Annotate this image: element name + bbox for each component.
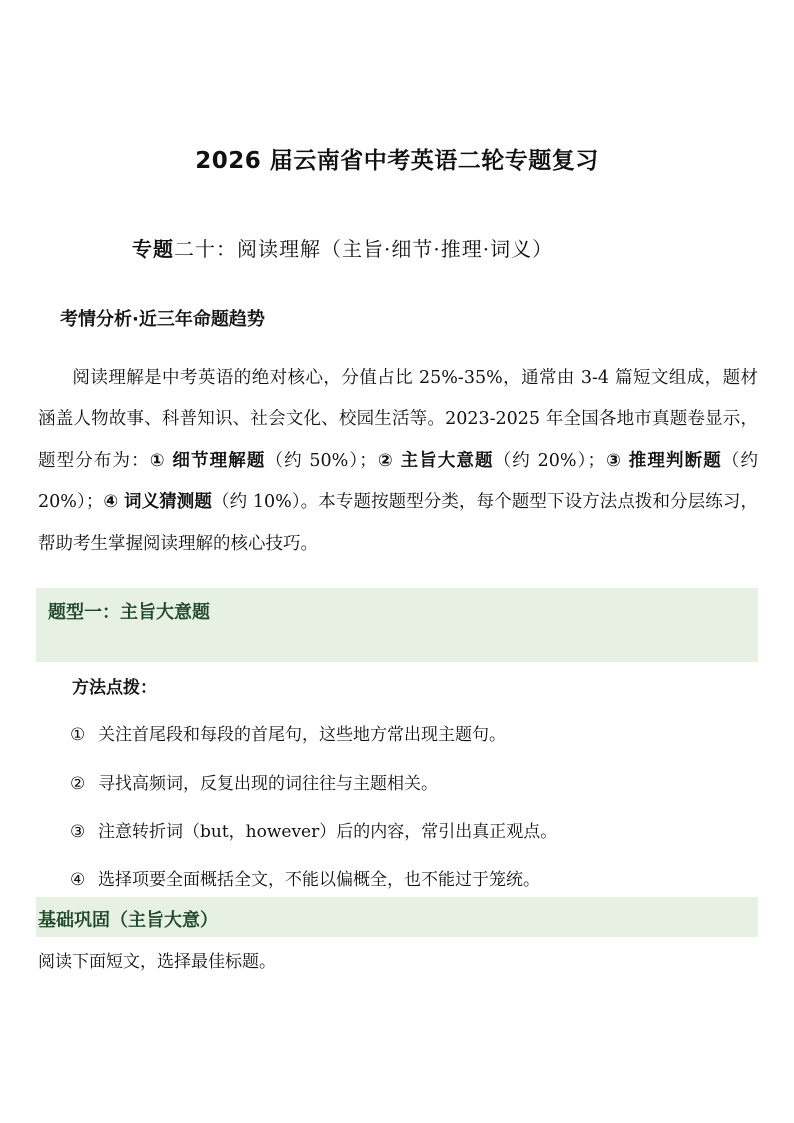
type1-name: 细节理解题 xyxy=(172,450,266,471)
analysis-paragraph xyxy=(38,316,758,565)
method-tip xyxy=(70,720,506,745)
basic-label: 基础巩固（主旨大意） xyxy=(38,910,218,931)
type4-pct: （约 10%）。 xyxy=(211,492,319,512)
subtitle-rest: 二十：阅读理解（主旨·细节·推理·词义） xyxy=(174,237,554,261)
type2-pct: （约 20%）； xyxy=(493,450,605,471)
subtitle-strong: 专题 xyxy=(132,237,174,261)
tip-number: ② xyxy=(70,774,86,794)
method-tip xyxy=(70,769,438,794)
tip-number: ④ xyxy=(70,870,86,890)
tip-text: 选择项要全面概括全文，不能以偏概全，也不能过于笼统。 xyxy=(98,870,540,890)
analysis-text-1: 阅读理解是中考英语的绝对核心，分值占比 25%-35%，通常由 3-4 篇短文组成，题材涵盖人物故事、科普知识、社会文化、校园生活等。2023-2025 年全国各地市真题卷显示，题型分布为： xyxy=(38,367,758,471)
reading-instruction: 阅读下面短文，选择最佳标题。 xyxy=(38,952,276,972)
tip-text: 关注首尾段和每段的首尾句，这些地方常出现主题句。 xyxy=(98,725,506,745)
type2-name: 主旨大意题 xyxy=(400,450,494,471)
method-heading: 方法点拨： xyxy=(72,678,157,698)
tip-number: ③ xyxy=(70,822,86,842)
type4-name: 词义猜测题 xyxy=(124,492,212,512)
analysis-heading: 考情分析·近三年命题趋势 xyxy=(60,309,265,330)
tip-text: 寻找高频词，反复出现的词往往与主题相关。 xyxy=(98,774,438,794)
tip-number: ① xyxy=(70,725,86,745)
analysis-text-2: 本专题按题型分类，每个题型下设方法点拨和分层练习，帮助考生掌握阅读理解的核心技巧。 xyxy=(38,492,758,554)
type1-mark: ① xyxy=(149,450,166,471)
type3-mark: ③ xyxy=(605,450,623,471)
tip-text: 注意转折词（but，however）后的内容，常引出真正观点。 xyxy=(98,822,558,842)
type4-mark: ④ xyxy=(103,492,119,512)
type3-pct: （约 20%）； xyxy=(38,450,758,512)
type3-name: 推理判断题 xyxy=(628,450,722,471)
topic-subtitle xyxy=(132,233,553,262)
type1-pct: （约 50%）； xyxy=(265,450,377,471)
method-tip xyxy=(70,817,557,842)
document-title: 2026 届云南省中考英语二轮专题复习 xyxy=(195,148,599,174)
method-tip xyxy=(70,865,540,890)
type1-label: 题型一：主旨大意题 xyxy=(48,602,210,623)
type2-mark: ② xyxy=(376,450,394,471)
